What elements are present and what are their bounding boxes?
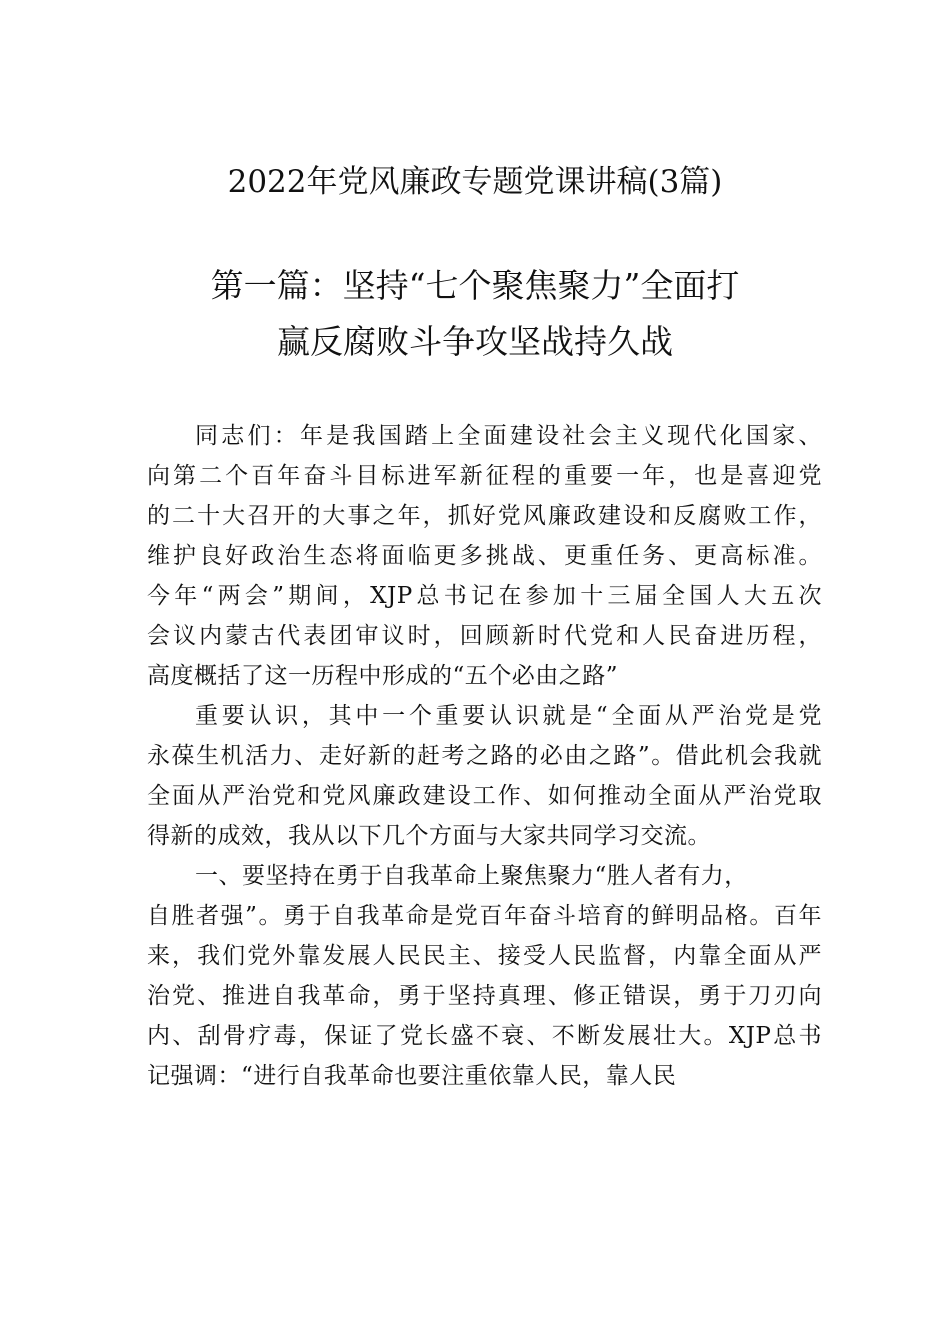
text-line: 会议内蒙古代表团审议时，回顾新时代党和人民奋进历程，: [147, 623, 822, 649]
text-line: 得新的成效，我从以下几个方面与大家共同学习交流。: [147, 823, 711, 849]
document-title: 2022年党风廉政专题党课讲稿(3篇): [227, 164, 723, 200]
text-line: 高度概括了这一历程中形成的“五个必由之路”: [147, 663, 619, 689]
text-line: 自胜者强”。勇于自我革命是党百年奋斗培育的鲜明品格。百年: [147, 903, 822, 929]
document-body: [147, 416, 822, 1096]
text-line: 的二十大召开的大事之年，抓好党风廉政建设和反腐败工作，: [147, 503, 822, 529]
section-heading: [120, 258, 830, 370]
text-line: 全面从严治党和党风廉政建设工作、如何推动全面从严治党取: [147, 783, 822, 809]
paragraph-1: [147, 416, 822, 696]
text-line: 内、刮骨疗毒，保证了党长盛不衰、不断发展壮大。XJP总书: [147, 1023, 822, 1049]
text-line: 向第二个百年奋斗目标进军新征程的重要一年，也是喜迎党: [147, 463, 822, 489]
text-line: 一、要坚持在勇于自我革命上聚焦聚力“胜人者有力，: [195, 863, 748, 889]
text-line: 来，我们党外靠发展人民民主、接受人民监督，内靠全面从严: [147, 943, 822, 969]
section-heading-line-1: 第一篇：坚持“七个聚焦聚力”全面打: [210, 266, 740, 305]
text-line: 重要认识，其中一个重要认识就是“全面从严治党是党: [195, 703, 822, 729]
text-line: 记强调：“进行自我革命也要注重依靠人民，靠人民: [147, 1063, 677, 1089]
paragraph-3: [147, 856, 822, 1096]
text-line: 治党、推进自我革命，勇于坚持真理、修正错误，勇于刀刃向: [147, 983, 822, 1009]
section-heading-line-2: 赢反腐败斗争攻坚战持久战: [277, 322, 673, 361]
text-line: 维护良好政治生态将面临更多挑战、更重任务、更高标准。: [147, 543, 822, 569]
text-line: 同志们：年是我国踏上全面建设社会主义现代化国家、: [195, 423, 822, 449]
text-line: 永葆生机活力、走好新的赶考之路的必由之路”。借此机会我就: [147, 743, 822, 769]
text-line: 今年“两会”期间，XJP总书记在参加十三届全国人大五次: [147, 583, 822, 609]
paragraph-2: [147, 696, 822, 856]
